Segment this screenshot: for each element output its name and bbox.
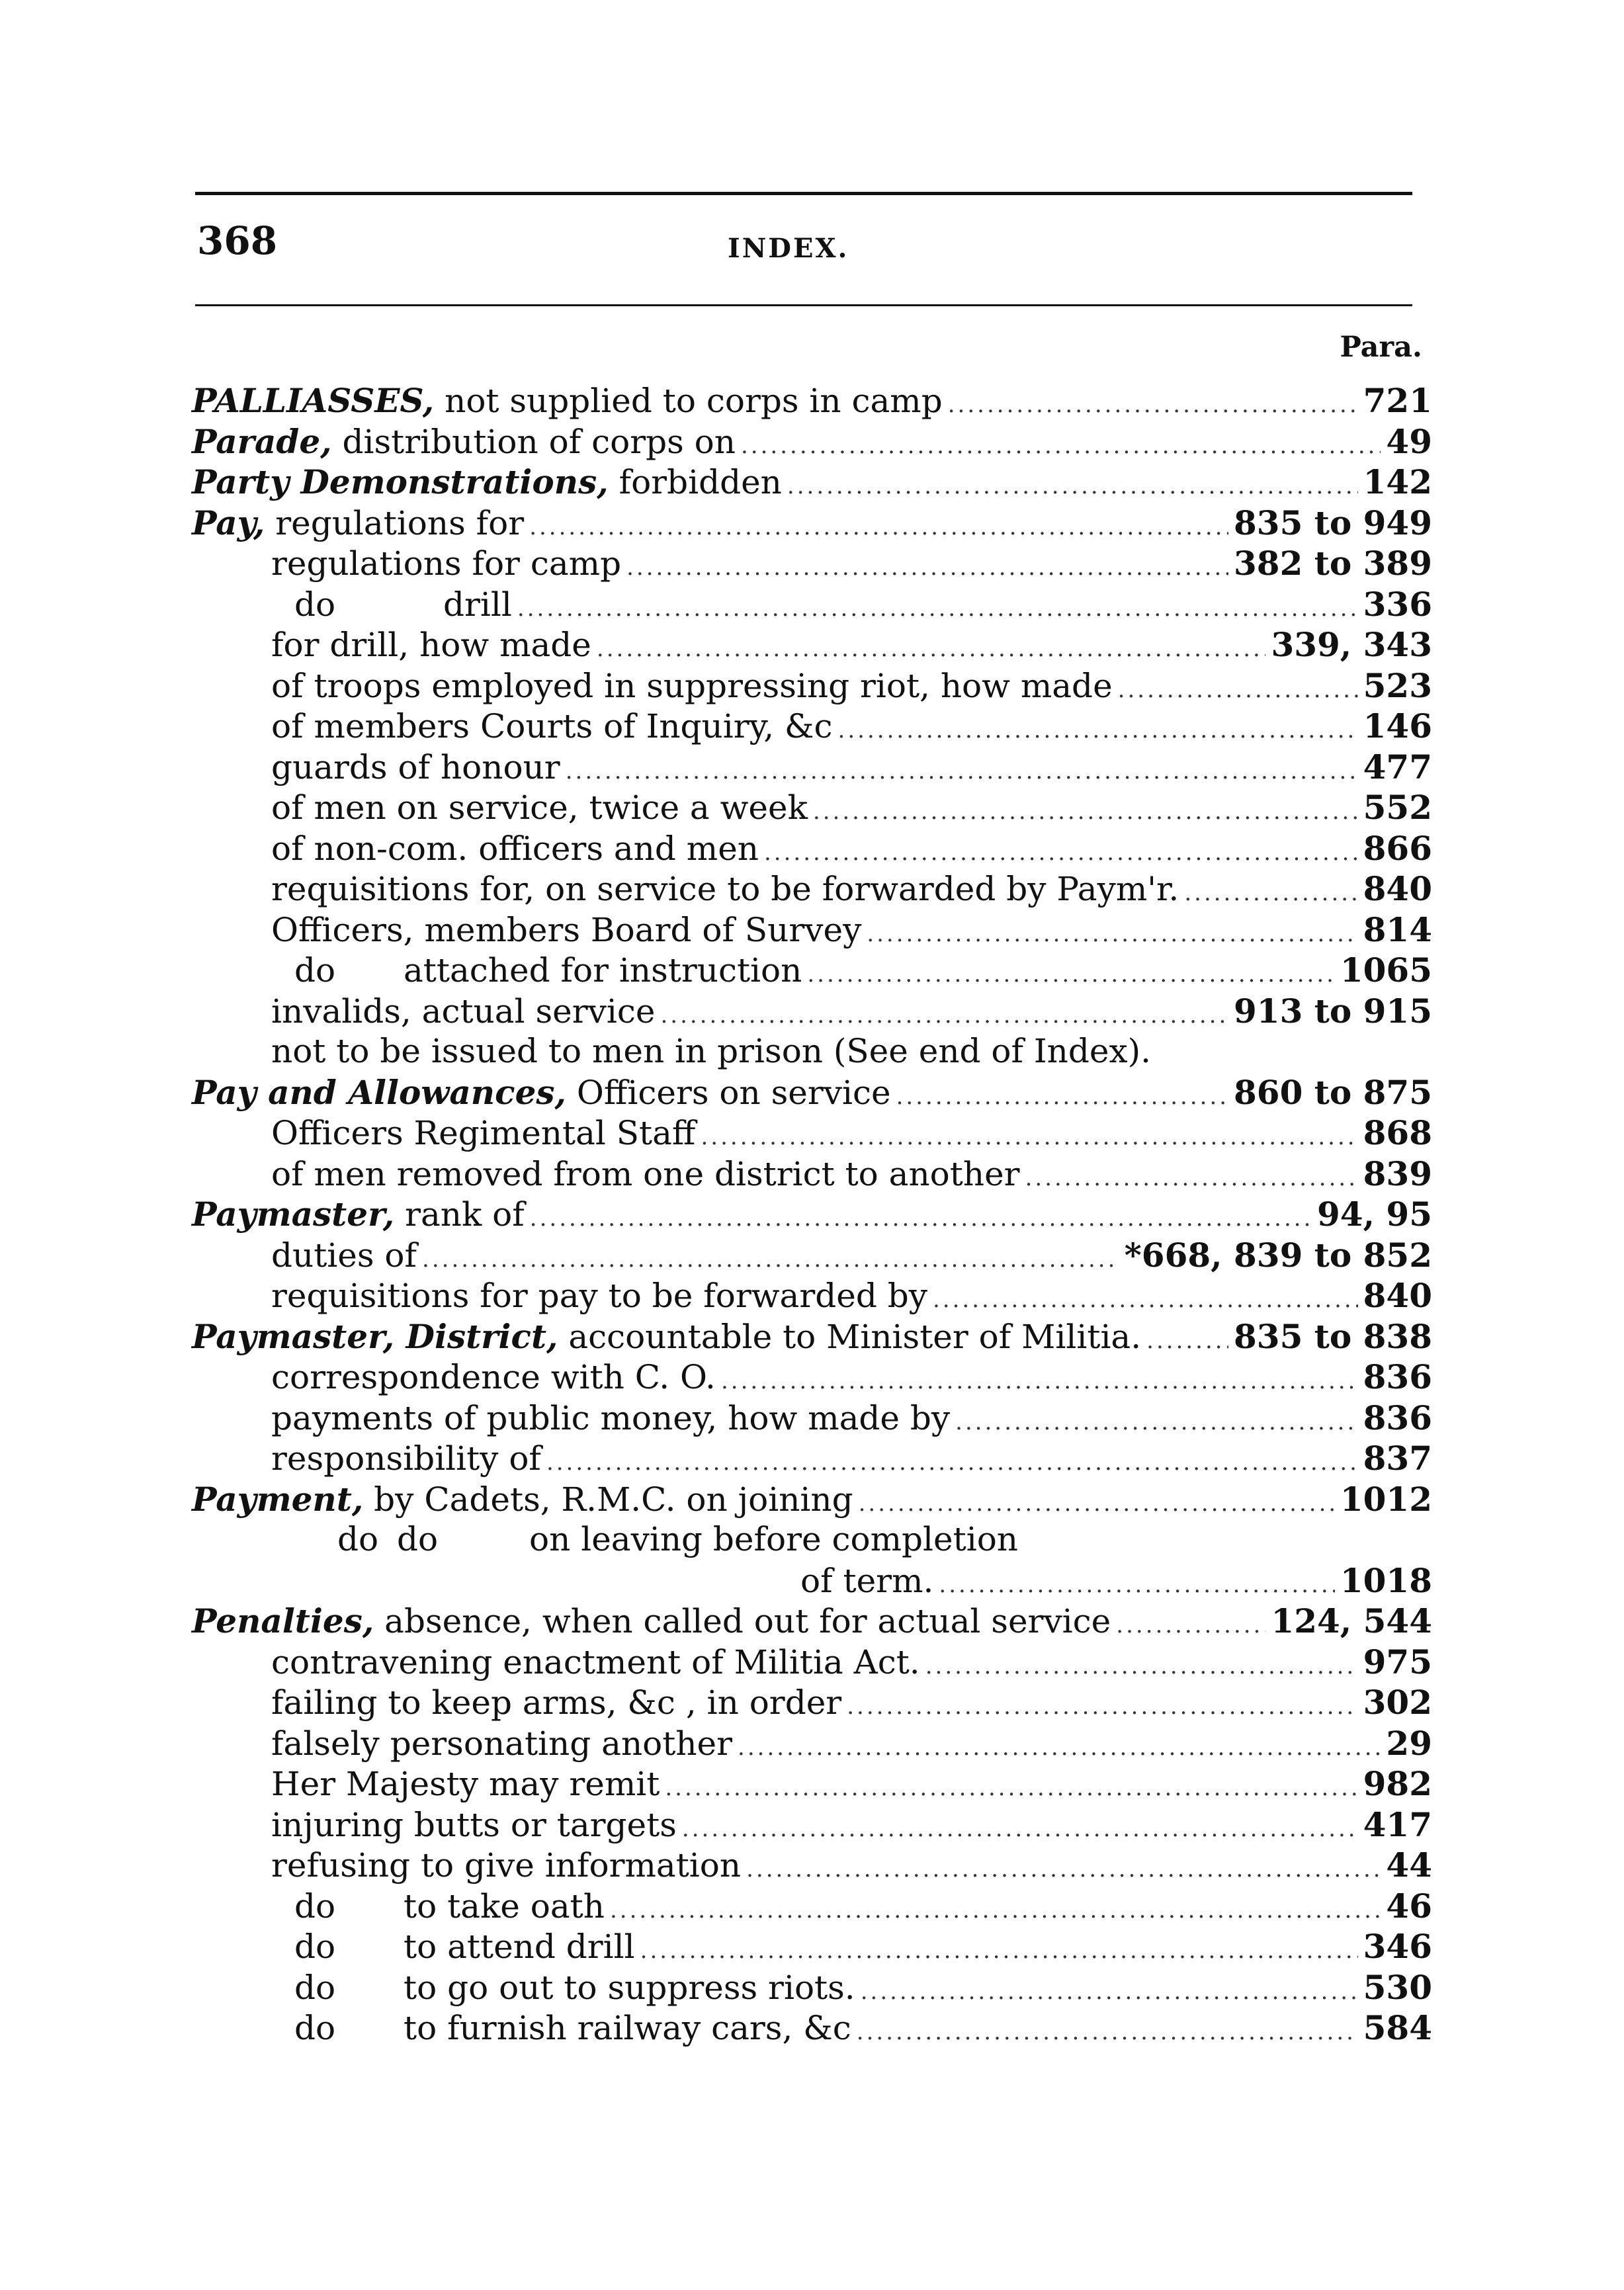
paragraph-reference: 124, 544 — [1271, 1601, 1432, 1640]
paragraph-reference: 94, 95 — [1317, 1195, 1432, 1234]
paragraph-reference: 523 — [1363, 665, 1432, 705]
paragraph-reference: 29 — [1386, 1723, 1432, 1763]
entry-description: accountable to Minister of Militia. — [558, 1317, 1142, 1356]
entry-description: guards of honour — [271, 747, 560, 786]
leader-dots — [529, 507, 1228, 548]
leader-dots — [530, 1199, 1312, 1240]
entry-description: falsely personating another — [271, 1724, 733, 1763]
paragraph-reference: 836 — [1363, 1357, 1432, 1396]
ditto-mark: do — [397, 1520, 439, 1558]
index-entry-sub — [192, 787, 1432, 828]
paragraph-reference: 142 — [1363, 462, 1432, 501]
ditto-mark: do — [294, 1968, 336, 2007]
index-entry-sub — [192, 747, 1432, 788]
entry-description: to take oath — [404, 1887, 605, 1926]
paragraph-reference: 835 to 838 — [1234, 1316, 1432, 1356]
leader-dots — [597, 629, 1266, 670]
entry-text — [800, 1561, 933, 1602]
entry-description: payments of public money, how made by — [271, 1398, 951, 1437]
entry-description: rank of — [394, 1195, 525, 1234]
column-head-para: Para. — [1340, 331, 1422, 364]
index-entry-sub — [192, 1682, 1432, 1723]
entry-description: on leaving before completion — [529, 1520, 1019, 1558]
entry-description: absence, when called out for actual service — [374, 1602, 1111, 1640]
paragraph-reference: 975 — [1363, 1642, 1432, 1681]
leader-dots — [566, 751, 1358, 792]
entry-description: drill — [443, 585, 512, 624]
leader-dots — [721, 1361, 1358, 1402]
leader-dots — [838, 710, 1358, 751]
entry-term: Party Demonstrations, — [192, 462, 609, 501]
index-entry-main — [192, 1601, 1432, 1642]
paragraph-reference: 836 — [1363, 1398, 1432, 1437]
entry-text — [271, 1968, 855, 2009]
entry-text — [271, 1845, 741, 1887]
entry-description: of term. — [800, 1561, 934, 1600]
leader-dots — [546, 1443, 1358, 1484]
entry-text — [271, 1113, 695, 1154]
paragraph-reference: 839 — [1363, 1154, 1432, 1193]
entry-text — [271, 1887, 605, 1928]
index-entries — [192, 380, 1432, 2049]
index-entry-main — [192, 1194, 1432, 1235]
index-entry-sub — [192, 991, 1432, 1032]
paragraph-reference: 584 — [1363, 2008, 1432, 2047]
leader-dots — [857, 2012, 1358, 2053]
entry-text — [271, 1683, 841, 1724]
index-entry-main — [192, 421, 1432, 462]
leader-dots — [746, 1849, 1381, 1890]
entry-description: not supplied to corps in camp — [434, 382, 943, 420]
entry-text — [271, 1276, 927, 1317]
leader-dots — [867, 914, 1357, 955]
leader-dots — [738, 1728, 1381, 1769]
leader-dots — [896, 1077, 1228, 1118]
entry-description: distribution of corps on — [331, 422, 736, 461]
entry-text — [271, 666, 1113, 707]
index-entry-sub — [192, 706, 1432, 747]
entry-term: Parade, — [192, 421, 332, 461]
entry-description: not to be issued to men in prison (See end of Index). — [271, 1032, 1152, 1070]
entry-description: attached for instruction — [404, 951, 802, 990]
entry-text — [192, 1601, 1111, 1642]
leader-dots — [660, 996, 1228, 1037]
paragraph-reference: 146 — [1363, 706, 1432, 745]
index-entry-sub — [192, 1113, 1432, 1154]
paragraph-reference: 336 — [1363, 584, 1432, 624]
entry-description: to furnish railway cars, &c — [404, 2009, 851, 2047]
entry-text — [271, 2008, 851, 2049]
entry-description: Her Majesty may remit — [271, 1765, 660, 1803]
paragraph-reference: 339, 343 — [1271, 625, 1432, 664]
leader-dots — [701, 1117, 1357, 1158]
index-entry-sub — [192, 1804, 1432, 1845]
index-entry-sub — [192, 1845, 1432, 1886]
index-entry-main — [192, 1316, 1432, 1357]
paragraph-reference: 868 — [1363, 1113, 1432, 1152]
entry-text — [192, 421, 736, 463]
entry-term: Penalties, — [192, 1601, 374, 1640]
entry-description: for drill, how made — [271, 626, 591, 664]
entry-text — [271, 1357, 716, 1398]
entry-text — [271, 1724, 732, 1765]
paragraph-reference: 49 — [1386, 421, 1432, 461]
entry-description: injuring butts or targets — [271, 1805, 677, 1844]
paragraph-reference: 1012 — [1340, 1479, 1432, 1519]
index-entry-sub — [192, 543, 1432, 584]
header-top-rule — [195, 192, 1412, 195]
leader-dots — [925, 1646, 1358, 1687]
index-entry-sub — [192, 1519, 1432, 1560]
entry-text — [271, 1236, 417, 1277]
entry-description: invalids, actual service — [271, 992, 656, 1031]
paragraph-reference: 46 — [1386, 1886, 1432, 1926]
entry-text — [271, 1927, 635, 1968]
paragraph-reference: 840 — [1363, 1276, 1432, 1315]
index-entry-sub — [192, 1398, 1432, 1439]
entry-description: of troops employed in suppressing riot, how made — [271, 666, 1113, 705]
entry-text — [271, 1805, 677, 1846]
entry-text — [271, 829, 759, 870]
leader-dots — [859, 1484, 1335, 1525]
paragraph-reference: 530 — [1363, 1967, 1432, 2007]
leader-dots — [939, 1565, 1334, 1606]
entry-description: Officers, members Board of Survey — [271, 910, 862, 949]
leader-dots — [626, 548, 1228, 589]
leader-dots — [517, 589, 1358, 630]
paragraph-reference: *668, 839 to 852 — [1124, 1235, 1432, 1275]
leader-dots — [807, 954, 1334, 996]
entry-term: Pay and Allowances, — [192, 1072, 566, 1112]
leader-dots — [1118, 670, 1358, 711]
index-entry-main — [192, 380, 1432, 421]
ditto-mark: do — [294, 2009, 336, 2047]
entry-text — [271, 1398, 950, 1439]
paragraph-reference: 837 — [1363, 1439, 1432, 1478]
index-entry-sub — [192, 950, 1432, 991]
ditto-mark: do — [294, 951, 336, 990]
entry-description: contravening enactment of Militia Act. — [271, 1642, 920, 1681]
index-entry-sub — [192, 1886, 1432, 1927]
entry-text — [192, 1316, 1141, 1358]
index-entry-sub — [192, 1357, 1432, 1398]
entry-text — [271, 747, 560, 788]
entry-text — [271, 869, 1179, 910]
entry-term: PALLIASSES, — [192, 381, 435, 420]
index-entry-sub — [192, 910, 1432, 951]
index-entry-main — [192, 1479, 1432, 1520]
paragraph-reference: 1065 — [1340, 951, 1432, 990]
index-entry-sub — [192, 1235, 1432, 1276]
entry-text — [192, 503, 524, 544]
index-entry-sub — [192, 869, 1432, 910]
entry-description: failing to keep arms, &c , in order — [271, 1683, 842, 1722]
paragraph-reference: 302 — [1363, 1683, 1432, 1722]
paragraph-reference: 814 — [1363, 910, 1432, 949]
paragraph-reference: 913 to 915 — [1234, 991, 1432, 1031]
index-entry-sub — [192, 1275, 1432, 1316]
entry-description: responsibility of — [271, 1439, 541, 1478]
entry-text — [192, 1194, 525, 1236]
entry-text — [271, 1642, 920, 1683]
ditto-mark: do — [294, 585, 336, 624]
index-entry-main — [192, 1072, 1432, 1113]
leader-dots — [764, 833, 1358, 874]
entry-text — [271, 706, 833, 747]
entry-term: Paymaster, District, — [192, 1316, 558, 1356]
entry-text — [271, 910, 861, 951]
entry-text — [271, 992, 655, 1033]
index-entry-main — [192, 462, 1432, 503]
entry-description: of non-com. officers and men — [271, 829, 759, 868]
leader-dots — [813, 792, 1358, 833]
entry-description: regulations for — [265, 503, 525, 542]
entry-description: duties of — [271, 1236, 417, 1275]
entry-text — [192, 462, 782, 503]
index-entry-sub — [192, 1154, 1432, 1195]
leader-dots — [682, 1809, 1358, 1850]
index-entry-sub — [192, 1031, 1432, 1072]
paragraph-reference: 860 to 875 — [1234, 1072, 1432, 1112]
paragraph-reference: 417 — [1363, 1804, 1432, 1844]
index-entry-sub — [192, 1723, 1432, 1764]
entry-description: by Cadets, R.M.C. on joining — [363, 1480, 853, 1519]
paragraph-reference: 346 — [1363, 1927, 1432, 1966]
leader-dots — [665, 1768, 1357, 1809]
paragraph-reference: 866 — [1363, 828, 1432, 868]
index-entry-sub — [192, 1642, 1432, 1683]
entry-description: of men removed from one district to another — [271, 1154, 1020, 1193]
index-entry-sub — [192, 1560, 1432, 1601]
leader-dots — [1025, 1158, 1358, 1199]
paragraph-reference: 1018 — [1340, 1560, 1432, 1600]
entry-description: to go out to suppress riots. — [404, 1968, 855, 2007]
entry-description: of members Courts of Inquiry, &c — [271, 707, 833, 745]
entry-description: to attend drill — [404, 1928, 635, 1966]
leader-dots — [741, 426, 1381, 467]
entry-text — [192, 1072, 891, 1114]
entry-text — [192, 380, 943, 422]
leader-dots — [610, 1890, 1381, 1931]
entry-description: Officers Regimental Staff — [271, 1114, 696, 1152]
entry-description: requisitions for pay to be forwarded by — [271, 1277, 927, 1315]
leader-dots — [948, 385, 1358, 426]
paragraph-reference: 982 — [1363, 1764, 1432, 1803]
header-bottom-rule — [195, 304, 1412, 306]
entry-term: Pay, — [192, 503, 265, 542]
index-entry-sub — [192, 1763, 1432, 1804]
leader-dots — [1184, 873, 1357, 914]
leader-dots — [933, 1280, 1358, 1321]
index-entry-sub — [192, 828, 1432, 869]
leader-dots — [847, 1687, 1357, 1728]
entry-text — [271, 585, 512, 626]
entry-description: regulations for camp — [271, 544, 622, 583]
entry-description: of men on service, twice a week — [271, 788, 808, 827]
paragraph-reference: 382 to 389 — [1234, 544, 1432, 583]
paragraph-reference: 477 — [1363, 747, 1432, 786]
running-head: INDEX. — [728, 233, 849, 264]
leader-dots — [861, 1972, 1358, 2013]
leader-dots — [640, 1931, 1358, 1972]
leader-dots — [955, 1402, 1357, 1443]
entry-text — [192, 1479, 853, 1521]
page-number: 368 — [197, 218, 278, 263]
entry-text — [271, 1519, 1018, 1560]
paragraph-reference: 835 to 949 — [1234, 503, 1432, 542]
leader-dots — [787, 466, 1358, 507]
entry-description: forbidden — [608, 463, 782, 501]
entry-text — [271, 1154, 1020, 1195]
entry-description: requisitions for, on service to be forwarded by Paym'r. — [271, 870, 1179, 908]
entry-text — [271, 625, 591, 666]
paragraph-reference: 721 — [1363, 381, 1432, 420]
ditto-mark: do — [294, 1887, 336, 1926]
index-entry-sub — [192, 1438, 1432, 1479]
entry-text — [271, 544, 621, 585]
ditto-mark: do — [294, 1928, 336, 1966]
index-entry-sub — [192, 624, 1432, 665]
entry-term: Paymaster, — [192, 1195, 395, 1234]
leader-dots — [1146, 1321, 1228, 1362]
leader-dots — [1116, 1605, 1265, 1646]
index-entry-sub — [192, 2008, 1432, 2049]
leader-dots — [422, 1240, 1119, 1281]
entry-text — [271, 951, 802, 992]
ditto-mark: do — [337, 1520, 379, 1558]
entry-text — [271, 1764, 660, 1805]
entry-text — [271, 1031, 1151, 1072]
index-entry-sub — [192, 665, 1432, 706]
paragraph-reference: 552 — [1363, 788, 1432, 827]
index-entry-sub — [192, 1967, 1432, 2008]
index-entry-main — [192, 503, 1432, 544]
entry-text — [271, 788, 808, 829]
entry-description: Officers on service — [566, 1073, 891, 1112]
index-entry-sub — [192, 1926, 1432, 1967]
index-entry-sub — [192, 584, 1432, 625]
paragraph-reference: 44 — [1386, 1845, 1432, 1885]
entry-term: Payment, — [192, 1479, 364, 1519]
entry-text — [271, 1439, 541, 1480]
entry-description: correspondence with C. O. — [271, 1358, 716, 1396]
paragraph-reference: 840 — [1363, 869, 1432, 908]
entry-description: refusing to give information — [271, 1846, 742, 1885]
